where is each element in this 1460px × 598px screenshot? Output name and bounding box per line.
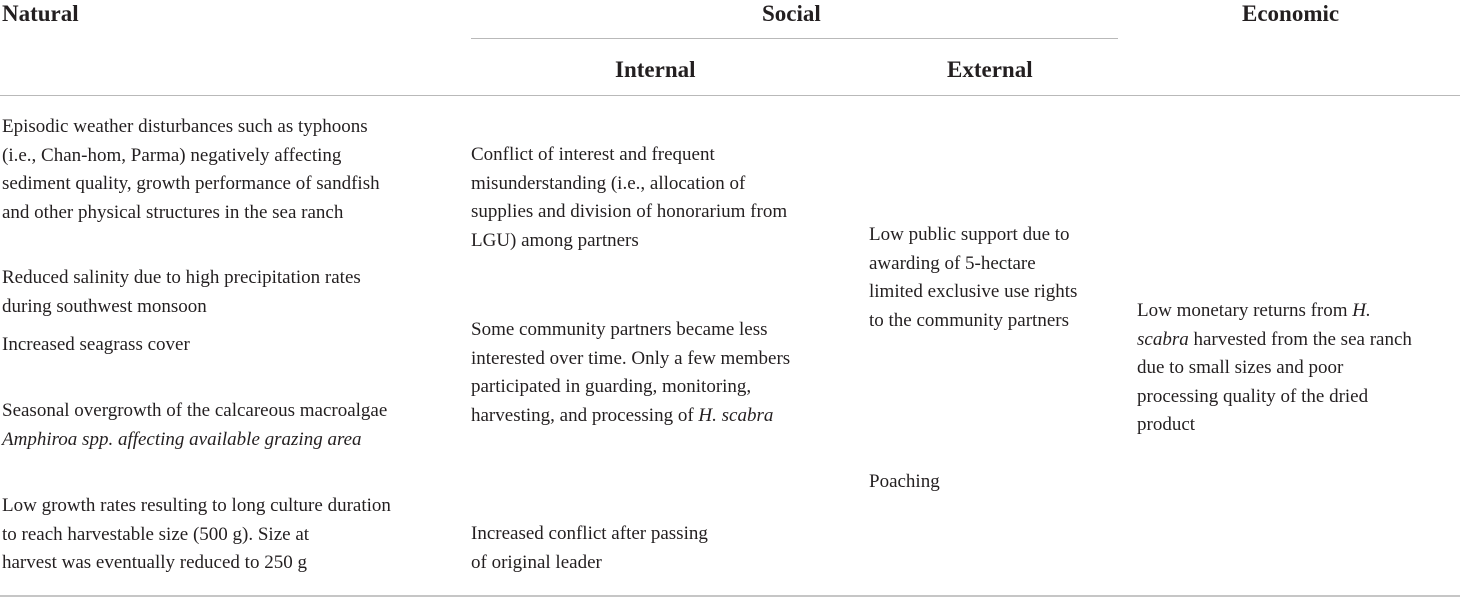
cell-line: Low public support due to xyxy=(869,224,1070,245)
header-internal: Internal xyxy=(615,57,696,82)
cell-line: Seasonal overgrowth of the calcareous macroalgae xyxy=(2,400,388,421)
natural-cell-seagrass xyxy=(2,331,190,360)
cell-line: sediment quality, growth performance of sandfish xyxy=(2,173,380,195)
header-natural: Natural xyxy=(2,1,79,26)
table-bottom-rule xyxy=(0,595,1460,597)
cell-line: Conflict of interest and frequent xyxy=(471,144,715,165)
natural-cell-salinity xyxy=(2,264,361,321)
cell-line: during southwest monsoon xyxy=(2,295,207,317)
cell-line: harvesting, and processing of H. scabra xyxy=(471,404,774,426)
cell-line: Low growth rates resulting to long culture duration xyxy=(2,495,391,516)
cell-line: of original leader xyxy=(471,551,602,573)
header-bottom-rule xyxy=(0,95,1460,96)
cell-line: Some community partners became less xyxy=(471,319,768,340)
cell-line: supplies and division of honorarium from xyxy=(471,201,788,223)
cell-line: interested over time. Only a few members xyxy=(471,347,791,369)
cell-line: and other physical structures in the sea ranch xyxy=(2,201,344,223)
internal-cell-conflict xyxy=(471,141,787,255)
external-cell-poaching xyxy=(869,468,940,497)
header-social: Social xyxy=(762,1,821,26)
cell-line: Increased conflict after passing xyxy=(471,523,708,544)
natural-cell-growth-rates xyxy=(2,492,391,578)
cell-line: LGU) among partners xyxy=(471,229,639,251)
cell-line: Amphiroa spp. affecting available grazing area xyxy=(2,428,362,450)
cell-line: limited exclusive use rights xyxy=(869,281,1078,303)
cell-line: participated in guarding, monitoring, xyxy=(471,376,752,398)
cell-line: product xyxy=(1137,414,1196,436)
header-external: External xyxy=(947,57,1033,82)
external-cell-public-support xyxy=(869,221,1077,335)
cell-line: Episodic weather disturbances such as typhoons xyxy=(2,116,368,137)
natural-cell-macroalgae xyxy=(2,397,387,454)
cell-line: misunderstanding (i.e., allocation of xyxy=(471,172,746,194)
cell-line: to reach harvestable size (500 g). Size at xyxy=(2,523,310,545)
internal-cell-leader xyxy=(471,520,708,577)
cell-line: to the community partners xyxy=(869,309,1069,331)
cell-line: due to small sizes and poor xyxy=(1137,357,1344,379)
social-spanner-rule xyxy=(471,38,1118,39)
cell-line: Low monetary returns from H. xyxy=(1137,300,1371,321)
cell-line: awarding of 5-hectare xyxy=(869,252,1036,274)
cell-line: Increased seagrass cover xyxy=(2,334,190,355)
economic-cell-returns xyxy=(1137,297,1412,440)
cell-line: scabra harvested from the sea ranch xyxy=(1137,328,1412,350)
cell-line: processing quality of the dried xyxy=(1137,385,1369,407)
header-economic: Economic xyxy=(1242,1,1340,26)
cell-line: (i.e., Chan-hom, Parma) negatively affecting xyxy=(2,144,342,166)
cell-line: Poaching xyxy=(869,471,940,492)
cell-line: Reduced salinity due to high precipitation rates xyxy=(2,267,361,288)
cell-line: harvest was eventually reduced to 250 g xyxy=(2,552,307,574)
internal-cell-less-interested xyxy=(471,316,790,430)
natural-cell-typhoons xyxy=(2,113,380,227)
